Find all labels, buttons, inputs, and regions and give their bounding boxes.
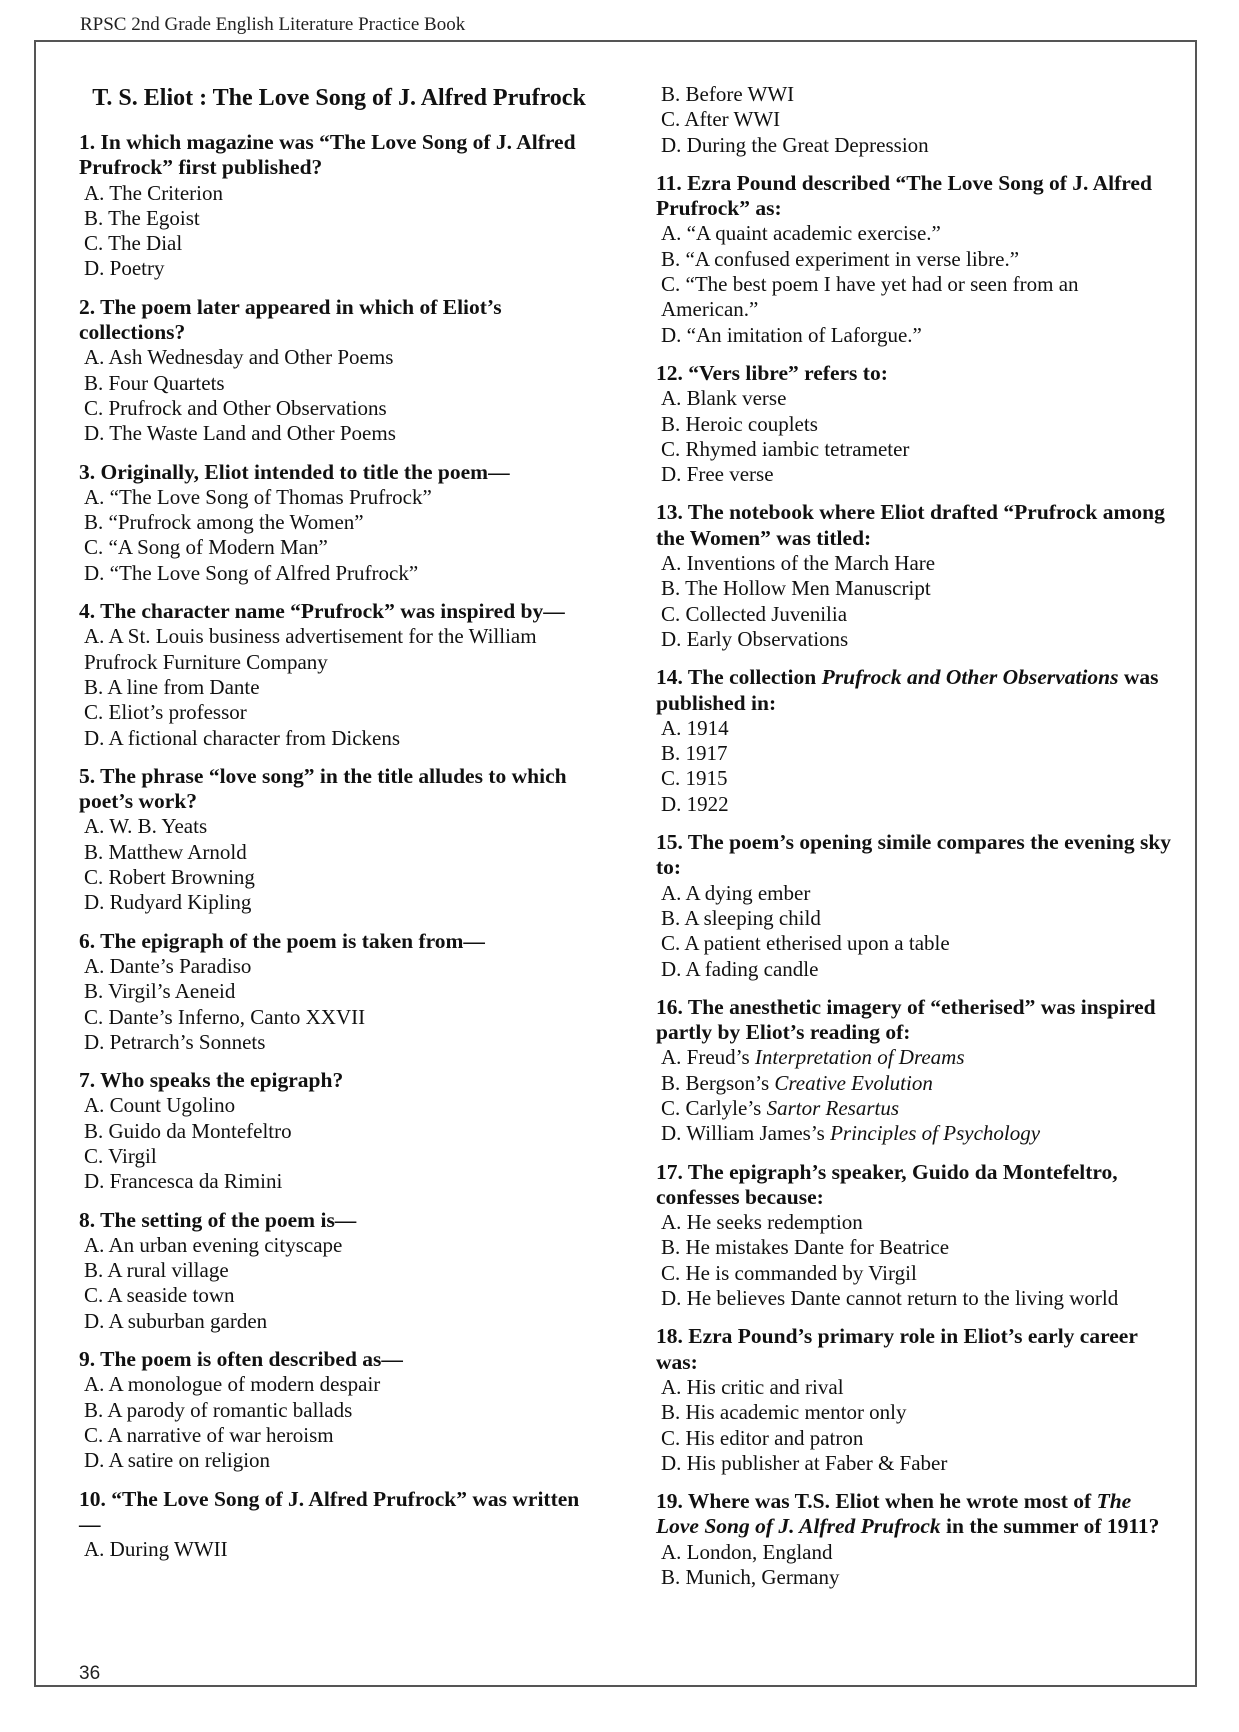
answer-option: A. Ash Wednesday and Other Poems <box>84 345 394 370</box>
answer-option: D. A fictional character from Dickens <box>84 725 401 750</box>
answer-option: D. “An imitation of Laforgue.” <box>661 322 922 347</box>
question-block <box>656 665 1176 817</box>
answer-option: B. Virgil’s Aeneid <box>84 979 236 1004</box>
question-block <box>656 82 1176 158</box>
question-text: 4. The character name “Prufrock” was inspired by— <box>79 599 565 624</box>
answer-option: A. A monologue of modern despair <box>84 1372 381 1397</box>
question-block <box>656 995 1176 1147</box>
answer-option: D. Petrarch’s Sonnets <box>84 1029 266 1054</box>
question-title-italic: Prufrock and Other Observations <box>821 665 1119 690</box>
answer-option: C. Collected Juvenilia <box>661 601 848 626</box>
answer-option: B. A parody of romantic ballads <box>84 1397 353 1422</box>
question-text: 1. In which magazine was “The Love Song of J. Alfred Prufrock” first published? <box>79 130 576 180</box>
answer-option: A. The Criterion <box>84 180 224 205</box>
answer-option: D. The Waste Land and Other Poems <box>84 421 396 446</box>
question-text: 13. The notebook where Eliot drafted “Prufrock among the Women” was titled: <box>656 500 1165 550</box>
answer-option: B. Guido da Montefeltro <box>84 1118 292 1143</box>
question-block <box>79 764 599 916</box>
question-text: 6. The epigraph of the poem is taken from— <box>79 928 485 953</box>
answer-option: C. The Dial <box>84 231 183 256</box>
answer-option: C. Virgil <box>84 1143 157 1168</box>
answer-option: C. His editor and patron <box>661 1425 864 1450</box>
answer-option: C. “The best poem I have yet had or seen from an American.” <box>661 272 1079 322</box>
answer-option: B. “Prufrock among the Women” <box>84 510 364 535</box>
question-block <box>656 500 1176 652</box>
answer-option: B. A rural village <box>84 1258 229 1283</box>
answer-option: B. “A confused experiment in verse libre.” <box>661 246 1020 271</box>
answer-option: C. A seaside town <box>84 1283 235 1308</box>
question-text: 19. Where was T.S. Eliot when he wrote most of The Love Song of J. Alfred Prufrock in the summer of 1911? <box>656 1489 1160 1539</box>
answer-option: D. A fading candle <box>661 956 819 981</box>
question-text: 16. The anesthetic imagery of “etherised” was inspired partly by Eliot’s reading of: <box>656 994 1156 1045</box>
question-text: 7. Who speaks the epigraph? <box>79 1068 344 1093</box>
answer-option: A. Freud’s Interpretation of Dreams <box>661 1045 965 1070</box>
right-column <box>656 82 1176 1603</box>
question-text: 12. “Vers libre” refers to: <box>656 360 888 385</box>
answer-option: C. “A Song of Modern Man” <box>84 535 328 560</box>
answer-option: A. 1914 <box>661 715 729 740</box>
question-block <box>79 1347 599 1473</box>
answer-option: B. The Hollow Men Manuscript <box>661 576 931 601</box>
question-block <box>79 599 599 751</box>
answer-option: A. Blank verse <box>661 386 787 411</box>
answer-option: D. Poetry <box>84 256 165 281</box>
question-block <box>656 171 1176 348</box>
answer-option: D. A suburban garden <box>84 1308 268 1333</box>
question-text: 10. “The Love Song of J. Alfred Prufrock” was written— <box>79 1486 580 1536</box>
right-question-list <box>656 82 1176 1590</box>
answer-option: C. Carlyle’s Sartor Resartus <box>661 1095 900 1120</box>
question-block <box>79 1487 599 1563</box>
answer-option: D. He believes Dante cannot return to the living world <box>661 1286 1119 1311</box>
answer-option: A. A St. Louis business advertisement for the William Prufrock Furniture Company <box>84 624 537 674</box>
running-header: RPSC 2nd Grade English Literature Practice Book <box>80 14 466 35</box>
answer-option: C. Eliot’s professor <box>84 700 247 725</box>
question-block <box>79 130 599 282</box>
question-block <box>79 1068 599 1194</box>
answer-option: D. A satire on religion <box>84 1448 271 1473</box>
answer-option: A. Dante’s Paradiso <box>84 953 252 978</box>
work-title-italic: Creative Evolution <box>774 1070 933 1095</box>
question-text: 17. The epigraph’s speaker, Guido da Montefeltro, confesses because: <box>656 1159 1118 1209</box>
question-title-italic: The Love Song of J. Alfred Prufrock <box>656 1489 1132 1539</box>
answer-option: A. “The Love Song of Thomas Prufrock” <box>84 484 432 509</box>
answer-option: B. A line from Dante <box>84 674 260 699</box>
answer-option: D. During the Great Depression <box>661 132 929 157</box>
answer-option: C. After WWI <box>661 107 781 132</box>
question-text: 2. The poem later appeared in which of Eliot’s collections? <box>79 294 502 345</box>
answer-option: C. A narrative of war heroism <box>84 1422 334 1447</box>
question-block <box>656 1160 1176 1312</box>
answer-option: D. 1922 <box>661 791 729 816</box>
answer-option: A. Inventions of the March Hare <box>661 551 936 576</box>
answer-option: B. A sleeping child <box>661 905 821 930</box>
question-block <box>79 460 599 586</box>
question-text: 8. The setting of the poem is— <box>79 1207 357 1232</box>
question-text: 14. The collection Prufrock and Other Observations was published in: <box>656 665 1159 715</box>
answer-option: B. His academic mentor only <box>661 1400 907 1425</box>
answer-option: D. Early Observations <box>661 626 849 651</box>
answer-option: B. Bergson’s Creative Evolution <box>661 1070 933 1095</box>
answer-option: D. William James’s Principles of Psychology <box>661 1121 1041 1146</box>
question-text: 18. Ezra Pound’s primary role in Eliot’s early career was: <box>656 1324 1138 1374</box>
answer-option: C. Prufrock and Other Observations <box>84 395 387 420</box>
answer-option: A. During WWII <box>84 1537 228 1562</box>
answer-option: B. Heroic couplets <box>661 411 818 436</box>
answer-option: A. A dying ember <box>661 880 811 905</box>
question-text: 3. Originally, Eliot intended to title the poem— <box>79 459 510 484</box>
answer-option: C. A patient etherised upon a table <box>661 931 950 956</box>
question-block <box>656 1324 1176 1476</box>
answer-option: C. Robert Browning <box>84 865 255 890</box>
question-text: 15. The poem’s opening simile compares the evening sky to: <box>656 830 1172 880</box>
answer-option: A. An urban evening cityscape <box>84 1232 343 1257</box>
answer-option: D. Francesca da Rimini <box>84 1169 283 1194</box>
question-text: 9. The poem is often described as— <box>79 1347 403 1372</box>
question-text: 11. Ezra Pound described “The Love Song of J. Alfred Prufrock” as: <box>656 170 1152 221</box>
left-question-list <box>79 130 599 1562</box>
page-number: 36 <box>79 1663 101 1684</box>
question-block <box>656 361 1176 487</box>
answer-option: C. Dante’s Inferno, Canto XXVII <box>84 1004 366 1029</box>
work-title-italic: Principles of Psychology <box>830 1121 1041 1146</box>
answer-option: C. He is commanded by Virgil <box>661 1260 917 1285</box>
answer-option: C. 1915 <box>661 766 728 791</box>
work-title-italic: Interpretation of Dreams <box>754 1045 965 1070</box>
page-title: T. S. Eliot : The Love Song of J. Alfred Prufrock <box>92 85 586 111</box>
left-column <box>79 82 599 1575</box>
answer-option: B. Matthew Arnold <box>84 839 247 864</box>
answer-option: B. He mistakes Dante for Beatrice <box>661 1235 950 1260</box>
answer-option: C. Rhymed iambic tetrameter <box>661 436 910 461</box>
answer-option: A. Count Ugolino <box>84 1093 236 1118</box>
answer-option: B. Munich, Germany <box>661 1565 840 1590</box>
answer-option: A. His critic and rival <box>661 1374 844 1399</box>
answer-option: A. “A quaint academic exercise.” <box>661 221 941 246</box>
question-block <box>656 1489 1176 1590</box>
answer-option: A. W. B. Yeats <box>84 814 208 839</box>
answer-option: D. His publisher at Faber & Faber <box>661 1450 948 1475</box>
question-text: 5. The phrase “love song” in the title alludes to which poet’s work? <box>79 763 567 814</box>
question-block <box>656 830 1176 982</box>
answer-option: B. 1917 <box>661 741 728 766</box>
answer-option: B. The Egoist <box>84 205 200 230</box>
question-block <box>79 295 599 447</box>
answer-option: D. “The Love Song of Alfred Prufrock” <box>84 560 419 585</box>
work-title-italic: Sartor Resartus <box>766 1095 900 1120</box>
answer-option: B. Before WWI <box>661 82 795 106</box>
question-block <box>79 929 599 1055</box>
answer-option: D. Rudyard Kipling <box>84 890 252 915</box>
answer-option: B. Four Quartets <box>84 370 225 395</box>
answer-option: A. He seeks redemption <box>661 1210 863 1235</box>
answer-option: A. London, England <box>661 1539 833 1564</box>
question-block <box>79 1208 599 1334</box>
answer-option: D. Free verse <box>661 462 774 487</box>
